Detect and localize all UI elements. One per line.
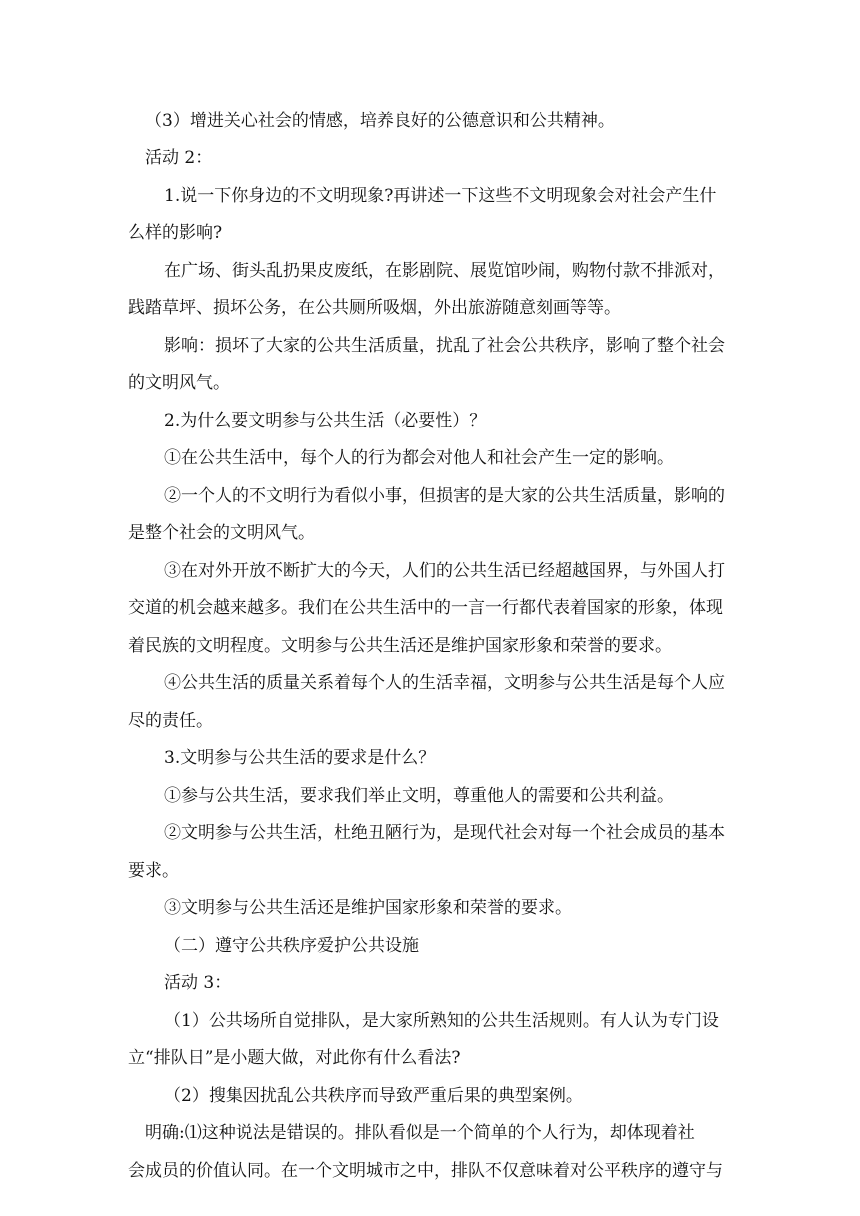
text-line: 么样的影响? — [128, 223, 223, 243]
text-line: ④公共生活的质量关系着每个人的生活幸福，文明参与公共生活是每个人应 — [164, 673, 725, 693]
text-line: 影响：损坏了大家的公共生活质量，扰乱了社会公共秩序，影响了整个社会 — [164, 336, 725, 356]
text-line: 在广场、街头乱扔果皮废纸，在影剧院、展览馆吵闹，购物付款不排派对， — [164, 261, 725, 281]
text-line: 立“排队日”是小题大做，对此你有什么看法? — [128, 1048, 461, 1068]
text-line: ①参与公共生活，要求我们举止文明，尊重他人的需要和公共利益。 — [164, 786, 674, 806]
text-line: 交道的机会越来越多。我们在公共生活中的一言一行都代表着国家的形象，体现 — [128, 598, 723, 618]
section-heading: （二）遵守公共秩序爱护公共设施 — [164, 936, 419, 956]
text-line: （2）搜集因扰乱公共秩序而导致严重后果的典型案例。 — [164, 1086, 583, 1106]
text-line: 1.说一下你身边的不文明现象?再讲述一下这些不文明现象会对社会产生什 — [164, 186, 717, 206]
text-line: 是整个社会的文明风气。 — [128, 523, 315, 543]
text-line: （3）增进关心社会的情感，培养良好的公德意识和公共精神。 — [145, 111, 615, 131]
text-line: （1）公共场所自觉排队，是大家所熟知的公共生活规则。有人认为专门设 — [164, 1011, 719, 1031]
text-line: 的文明风气。 — [128, 373, 230, 393]
text-line: 践踏草坪、损坏公务，在公共厕所吸烟，外出旅游随意刻画等等。 — [128, 298, 621, 318]
text-line: 会成员的价值认同。在一个文明城市之中，排队不仅意味着对公平秩序的遵守与 — [128, 1161, 723, 1181]
text-line: ③在对外开放不断扩大的今天，人们的公共生活已经超越国界，与外国人打 — [164, 561, 725, 581]
text-line: ②一个人的不文明行为看似小事，但损害的是大家的公共生活质量，影响的 — [164, 486, 725, 506]
text-line: 明确:⑴这种说法是错误的。排队看似是一个简单的个人行为，却体现着社 — [145, 1123, 695, 1143]
text-line: 活动 2： — [145, 148, 213, 168]
text-line: 要求。 — [128, 861, 179, 881]
text-line: 2.为什么要文明参与公共生活（必要性）？ — [164, 411, 487, 431]
text-line: ①在公共生活中，每个人的行为都会对他人和社会产生一定的影响。 — [164, 448, 674, 468]
text-line: ③文明参与公共生活还是维护国家形象和荣誉的要求。 — [164, 898, 572, 918]
text-line: 活动 3： — [164, 973, 232, 993]
text-line: 3.文明参与公共生活的要求是什么？ — [164, 748, 436, 768]
text-line: ②文明参与公共生活，杜绝丑陋行为，是现代社会对每一个社会成员的基本 — [164, 823, 725, 843]
text-line: 着民族的文明程度。文明参与公共生活还是维护国家形象和荣誉的要求。 — [128, 636, 672, 656]
text-line: 尽的责任。 — [128, 711, 213, 731]
